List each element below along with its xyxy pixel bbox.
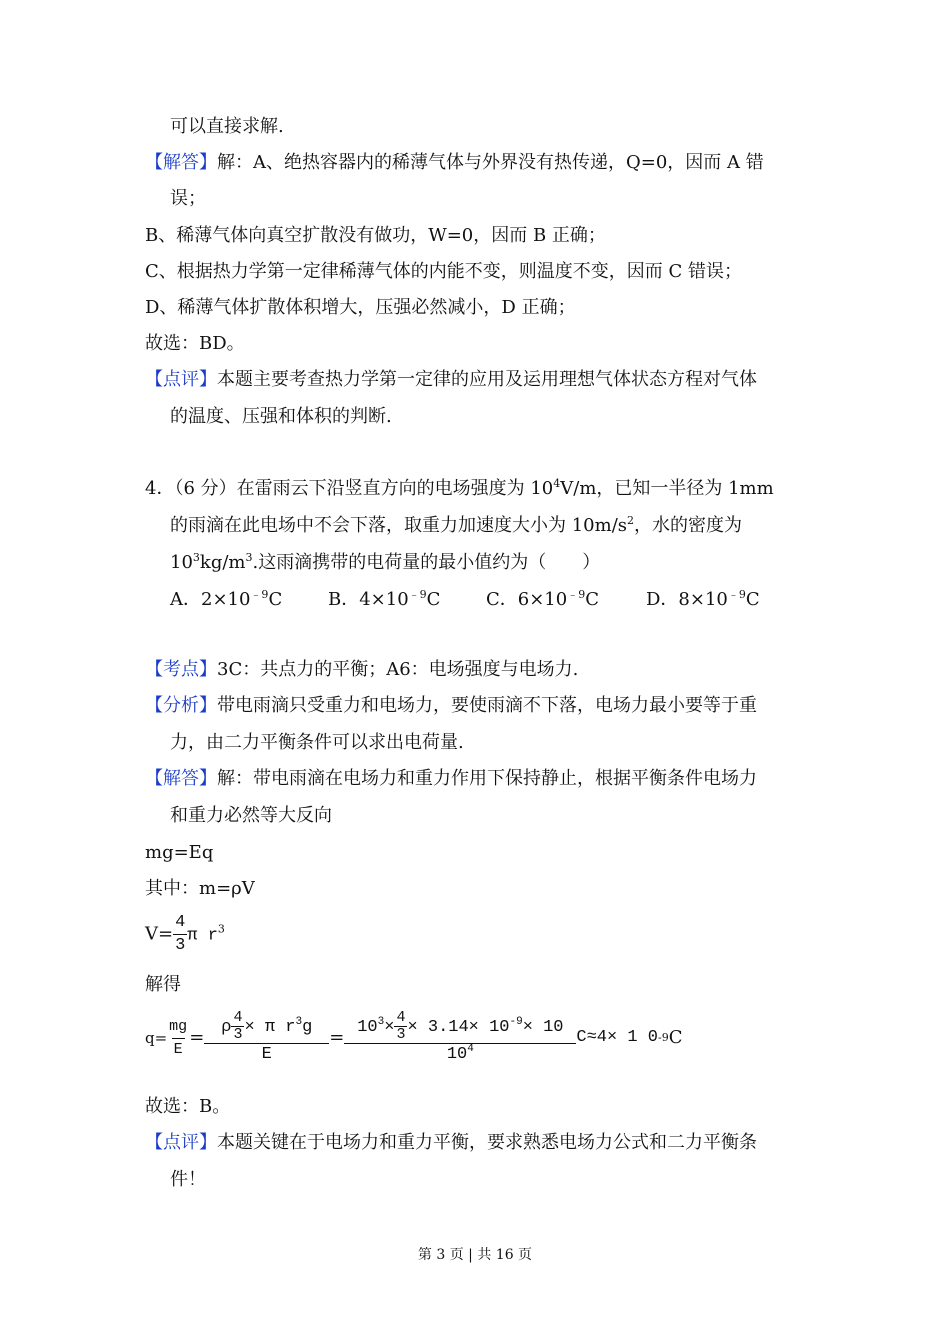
text-line: B、稀薄气体向真空扩散没有做功，W=0，因而 B 正确； [145, 225, 606, 246]
text-line: 力，由二力平衡条件可以求出电荷量. [170, 732, 464, 753]
text: 的雨滴在此电场中不会下落，取重力加速度大小为 10m/s [170, 515, 627, 536]
volume-formula: V= $\frac{4}{3}$ π $r^3$ [145, 913, 225, 955]
equation: 其中：m=ρV [145, 878, 255, 899]
text: V/m，已知一半径为 1mm [560, 478, 774, 499]
question-line [145, 477, 774, 501]
sup: 3 [245, 551, 253, 564]
section-tag: 【分析】 [145, 695, 217, 716]
text: 带电雨滴只受重力和电场力，要使雨滴不下落，电场力最小要等于重 [217, 695, 757, 716]
text: 解：A、绝热容器内的稀薄气体与外界没有热传递，Q=0，因而 A 错 [217, 152, 764, 173]
text: 解：带电雨滴在电场力和重力作用下保持静止，根据平衡条件电场力 [217, 768, 757, 789]
section-tag: 【点评】 [145, 369, 217, 390]
equation: mg=Eq [145, 842, 214, 863]
text-line: 和重力必然等大反向 [170, 805, 332, 826]
sup: 3 [192, 551, 200, 564]
option-d: D．$8\times 10^{﹣9}C$ [646, 588, 760, 610]
text-line: C、根据热力学第一定律稀薄气体的内能不变，则温度不变，因而 C 错误； [145, 261, 742, 282]
charge-formula: q= $\frac{mg}{E}$ = ρ $\frac{4}{3}$ × π $r^3g$ E = $10^3\times$ $\frac{4}{3}$ × $3.14\times 10^{-9}\times 10$ $10^4$ C≈4× 1 0 -9 C [145, 1009, 683, 1064]
text-line: 解得 [145, 974, 181, 995]
solution-line [145, 767, 757, 791]
text: .这雨滴携带的电荷量的最小值约为（ ） [252, 552, 601, 573]
text: 3C：共点力的平衡；A6：电场强度与电场力. [217, 659, 579, 680]
option-a: A．$2\times 10^{﹣9}C$ [170, 588, 283, 610]
text-line: 的温度、压强和体积的判断. [170, 406, 392, 427]
section-tag: 【点评】 [145, 1132, 217, 1153]
page-footer: 第 3 页 | 共 16 页 [417, 1247, 533, 1263]
sup: 4 [553, 477, 561, 490]
text: ，水的密度为 [634, 515, 742, 536]
text-line: D、稀薄气体扩散体积增大，压强必然减小，D 正确； [145, 297, 576, 318]
text-line: 故选：BD。 [145, 333, 245, 354]
text: 本题主要考查热力学第一定律的应用及运用理想气体状态方程对气体 [217, 369, 757, 390]
comment-line [145, 1131, 757, 1155]
option-c: C．$6\times 10^{﹣9}C$ [486, 588, 599, 610]
section-tag: 【解答】 [145, 152, 217, 173]
options-row [170, 588, 804, 612]
text: kg/m [199, 552, 246, 573]
text-line: 可以直接求解. [170, 116, 284, 137]
text-line: 件！ [170, 1169, 206, 1190]
text: 本题关键在于电场力和重力平衡，要求熟悉电场力公式和二力平衡条 [217, 1132, 757, 1153]
text: 4．（6 分）在雷雨云下沿竖直方向的电场强度为 10 [145, 478, 554, 499]
text: 10 [170, 552, 193, 573]
answer-line [145, 151, 764, 175]
text-line: 误； [170, 188, 206, 209]
question-line [170, 551, 600, 575]
kaodian-line [145, 658, 578, 682]
comment-line [145, 368, 757, 392]
text-line: 故选：B。 [145, 1096, 231, 1117]
analysis-line [145, 694, 757, 718]
option-b: B．$4\times 10^{﹣9}C$ [328, 588, 441, 610]
section-tag: 【解答】 [145, 768, 217, 789]
sup: 2 [627, 514, 634, 527]
section-tag: 【考点】 [145, 659, 217, 680]
question-line [170, 514, 742, 538]
